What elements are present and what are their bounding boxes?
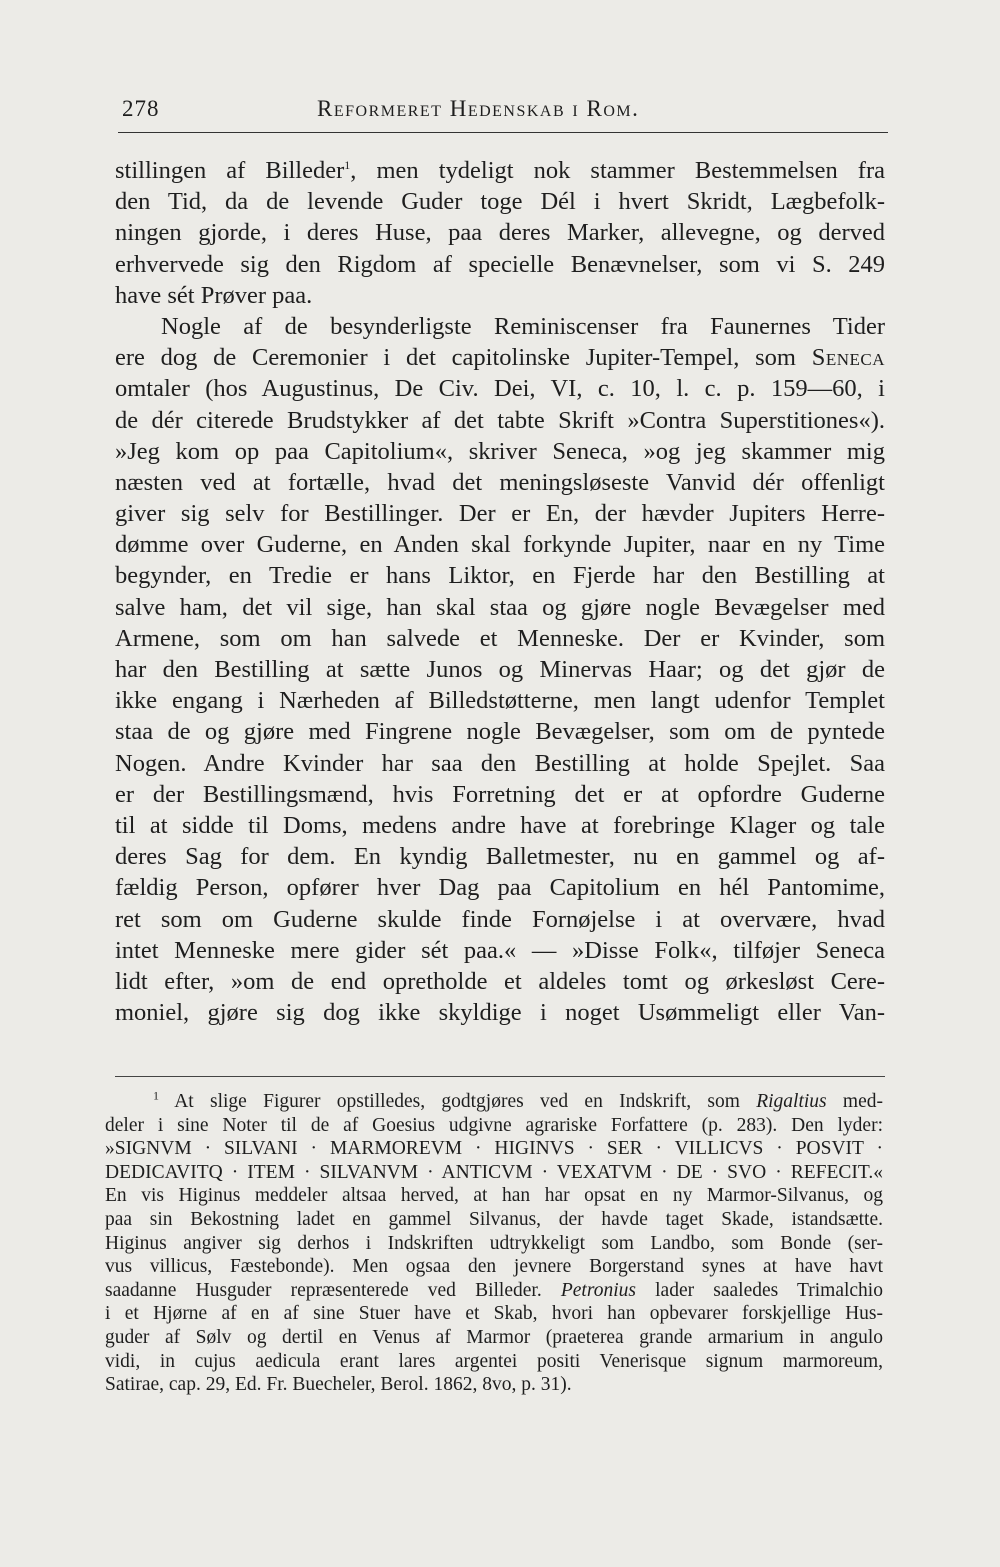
- text-line: fældig Person, opfører hver Dag paa Capitolium en hél Pantomime,: [115, 874, 885, 902]
- footnote-line: »SIGNVM · SILVANI · MARMOREVM · HIGINVS · SER · VILLICVS · POSVIT ·: [105, 1138, 883, 1160]
- text-line: ikke engang i Nærheden af Billedstøtterne, men langt udenfor Templet: [115, 687, 885, 715]
- footnote: [105, 1090, 883, 1397]
- text-line: »Jeg kom op paa Capitolium«, skriver Seneca, »og jeg skammer mig: [115, 437, 885, 465]
- text-line: erhvervede sig den Rigdom af specielle Benævnelser, som vi S. 249: [115, 250, 885, 278]
- text-line: lidt efter, »om de end opretholde et aldeles tomt og ørkesløst Cere-: [115, 967, 885, 995]
- text-line: salve ham, det vil sige, han skal staa og gjøre nogle Bevægelser med: [115, 593, 885, 621]
- footnote-line: i et Hjørne af en af sine Stuer have et Skab, hvori han opbevarer forskjellige Hus-: [105, 1303, 883, 1325]
- text-line: ningen gjorde, i deres Huse, paa deres Marker, allevegne, og derved: [115, 219, 885, 247]
- author-name: Seneca: [811, 344, 885, 372]
- footnote-line: En vis Higinus meddeler altsaa herved, at han har opsat en ny Marmor-Silvanus, og: [105, 1185, 883, 1207]
- cited-author: Petronius: [560, 1279, 636, 1301]
- text-line: have sét Prøver paa.: [115, 281, 313, 309]
- footnote-rule: [115, 1076, 885, 1077]
- text-line: har den Bestilling at sætte Junos og Minervas Haar; og det gjør de: [115, 656, 885, 683]
- text-line: Nogen. Andre Kvinder har saa den Bestilling at holde Spejlet. Saa: [115, 749, 885, 777]
- footnote-line: paa sin Bekostning ladet en gammel Silvanus, der havde taget Skade, istandsætte.: [105, 1208, 883, 1230]
- running-head: Reformeret Hedenskab i Rom.: [317, 96, 640, 121]
- header-rule: [118, 132, 888, 133]
- footnote-marker: 1: [344, 157, 351, 172]
- text-line: Armene, som om han salvede et Menneske. Der er Kvinder, som: [115, 624, 885, 652]
- text-line: omtaler (hos Augustinus, De Civ. Dei, VI, c. 10, l. c. p. 159—60, i: [115, 375, 885, 403]
- footnote-line: saadanne Husguder repræsenterede ved Billeder. Petronius lader saaledes Trimalchio: [105, 1279, 883, 1301]
- footnote-line: DEDICAVITQ · ITEM · SILVANVM · ANTICVM · VEXATVM · DE · SVO · REFECIT.«: [105, 1161, 883, 1183]
- text-line: staa de og gjøre med Fingrene nogle Bevægelser, som om de pyntede: [115, 718, 885, 746]
- text-line: er der Bestillingsmænd, hvis Forretning det er at opfordre Guderne: [115, 780, 885, 808]
- text-line: giver sig selv for Bestillinger. Der er En, der hævder Jupiters Herre-: [115, 500, 885, 528]
- text-line: næsten ved at fortælle, hvad det meningsløseste Vanvid dér offenligt: [115, 468, 885, 496]
- text-line: stillingen af Billeder$^1$, men tydeligt nok stammer Bestemmelsen fra: [115, 157, 885, 184]
- text-line: ret som om Guderne skulde finde Fornøjelse i at overvære, hvad: [115, 905, 885, 933]
- text-line: ere dog de Ceremonier i det capitolinske Jupiter-Tempel, som Seneca: [115, 344, 885, 372]
- cited-author: Rigaltius: [756, 1091, 827, 1112]
- footnote-line: guder af Sølv og dertil en Venus af Marmor (praeterea grande armarium in angulo: [105, 1326, 883, 1348]
- footnote-line: vus villicus, Fæstebonde). Men ogsaa den jevnere Borgerstand synes at have havt: [105, 1256, 883, 1278]
- text-line: dømme over Guderne, en Anden skal forkynde Jupiter, naar en ny Time: [115, 531, 885, 559]
- footnote-line: deler i sine Noter til de af Goesius udgivne agrariske Forfattere (p. 283). Den lyder:: [105, 1114, 883, 1136]
- main-text: [115, 155, 885, 1028]
- text-line: til at sidde til Doms, medens andre have at forebringe Klager og tale: [115, 811, 885, 839]
- text-line: deres Sag for dem. En kyndig Balletmester, nu en gammel og af-: [115, 843, 885, 871]
- footnote-line: vidi, in cujus aedicula erant lares argentei positi Venerisque signum marmoreum,: [105, 1350, 883, 1372]
- text-line: moniel, gjøre sig dog ikke skyldige i noget Usømmeligt eller Van-: [115, 999, 885, 1027]
- page-number: 278: [122, 96, 160, 121]
- text-line: Nogle af de besynderligste Reminiscenser fra Faunernes Tider: [161, 312, 885, 340]
- text-line: de dér citerede Brudstykker af det tabte Skrift »Contra Superstitiones«).: [115, 406, 885, 434]
- text-line: intet Menneske mere gider sét paa.« — »Disse Folk«, tilføjer Seneca: [115, 936, 885, 964]
- text-line: den Tid, da de levende Guder toge Dél i hvert Skridt, Lægbefolk-: [115, 188, 885, 216]
- page-header: [122, 96, 885, 130]
- footnote-line: Higinus angiver sig derhos i Indskriften udtrykkeligt som Landbo, som Bonde (ser-: [105, 1232, 883, 1254]
- footnote-number: 1: [153, 1088, 159, 1103]
- footnote-line: $^1$ At slige Figurer opstilledes, godtgjøres ved en Indskrift, som Rigaltius med-: [153, 1088, 883, 1112]
- text-line: begynder, en Tredie er hans Liktor, en Fjerde har den Bestilling at: [115, 562, 885, 590]
- footnote-line: Satirae, cap. 29, Ed. Fr. Buecheler, Berol. 1862, 8vo, p. 31).: [105, 1374, 572, 1396]
